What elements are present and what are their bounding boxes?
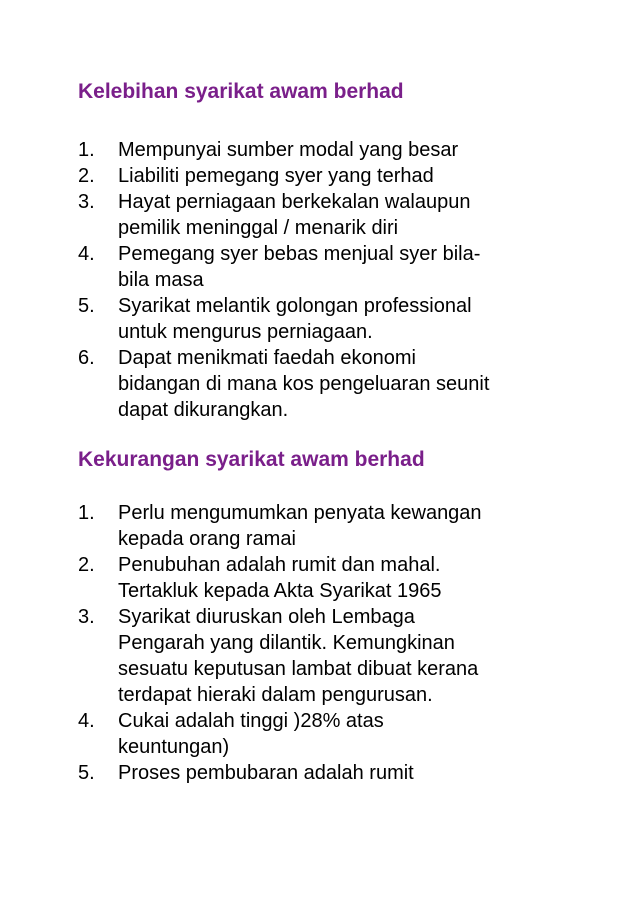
list-item-line: Tertakluk kepada Akta Syarikat 1965	[118, 580, 442, 602]
list-item	[78, 189, 578, 241]
list-item-number: 1.	[78, 139, 95, 161]
list-item-line: untuk mengurus perniagaan.	[118, 321, 373, 343]
disadvantages-list	[78, 500, 578, 786]
list-item-line: Dapat menikmati faedah ekonomi	[118, 347, 416, 369]
list-item-line: bila masa	[118, 269, 204, 291]
list-item-text	[118, 345, 578, 423]
list-item	[78, 500, 578, 552]
list-item-text	[118, 137, 578, 163]
list-item-text	[118, 760, 578, 786]
list-item	[78, 552, 578, 604]
list-item	[78, 604, 578, 708]
list-item-number: 2.	[78, 554, 95, 576]
list-item-number: 4.	[78, 243, 95, 265]
list-item-line: Hayat perniagaan berkekalan walaupun	[118, 191, 471, 213]
advantages-heading: Kelebihan syarikat awam berhad	[78, 80, 404, 103]
list-item-line: Liabiliti pemegang syer yang terhad	[118, 165, 434, 187]
list-item-number: 6.	[78, 347, 95, 369]
list-item-line: Proses pembubaran adalah rumit	[118, 762, 414, 784]
list-item-line: Syarikat diuruskan oleh Lembaga	[118, 606, 415, 628]
list-item-line: terdapat hieraki dalam pengurusan.	[118, 684, 433, 706]
list-item-text	[118, 708, 578, 760]
list-item	[78, 163, 578, 189]
document-page	[78, 78, 578, 786]
list-item-number: 5.	[78, 762, 95, 784]
list-item-text	[118, 163, 578, 189]
list-item-line: Mempunyai sumber modal yang besar	[118, 139, 459, 161]
list-item-number: 1.	[78, 502, 95, 524]
list-item-line: Pemegang syer bebas menjual syer bila-	[118, 243, 481, 265]
list-item	[78, 241, 578, 293]
list-item-number: 4.	[78, 710, 95, 732]
list-item-line: bidangan di mana kos pengeluaran seunit	[118, 373, 490, 395]
list-item-line: keuntungan)	[118, 736, 230, 758]
list-item	[78, 345, 578, 423]
list-item-line: sesuatu keputusan lambat dibuat kerana	[118, 658, 479, 680]
list-item-text	[118, 293, 578, 345]
list-item-line: kepada orang ramai	[118, 528, 296, 550]
list-item-text	[118, 552, 578, 604]
list-item-line: dapat dikurangkan.	[118, 399, 289, 421]
list-item-text	[118, 604, 578, 708]
list-item	[78, 760, 578, 786]
list-item	[78, 708, 578, 760]
list-item-text	[118, 189, 578, 241]
advantages-list	[78, 137, 578, 423]
list-item-line: Syarikat melantik golongan professional	[118, 295, 472, 317]
list-item-line: pemilik meninggal / menarik diri	[118, 217, 399, 239]
list-item-line: Cukai adalah tinggi )28% atas	[118, 710, 384, 732]
list-item-number: 2.	[78, 165, 95, 187]
list-item-number: 3.	[78, 606, 95, 628]
disadvantages-heading: Kekurangan syarikat awam berhad	[78, 448, 425, 471]
list-item	[78, 137, 578, 163]
list-item-text	[118, 500, 578, 552]
list-item-number: 3.	[78, 191, 95, 213]
list-item-text	[118, 241, 578, 293]
list-item	[78, 293, 578, 345]
list-item-number: 5.	[78, 295, 95, 317]
list-item-line: Pengarah yang dilantik. Kemungkinan	[118, 632, 455, 654]
list-item-line: Perlu mengumumkan penyata kewangan	[118, 502, 482, 524]
list-item-line: Penubuhan adalah rumit dan mahal.	[118, 554, 441, 576]
